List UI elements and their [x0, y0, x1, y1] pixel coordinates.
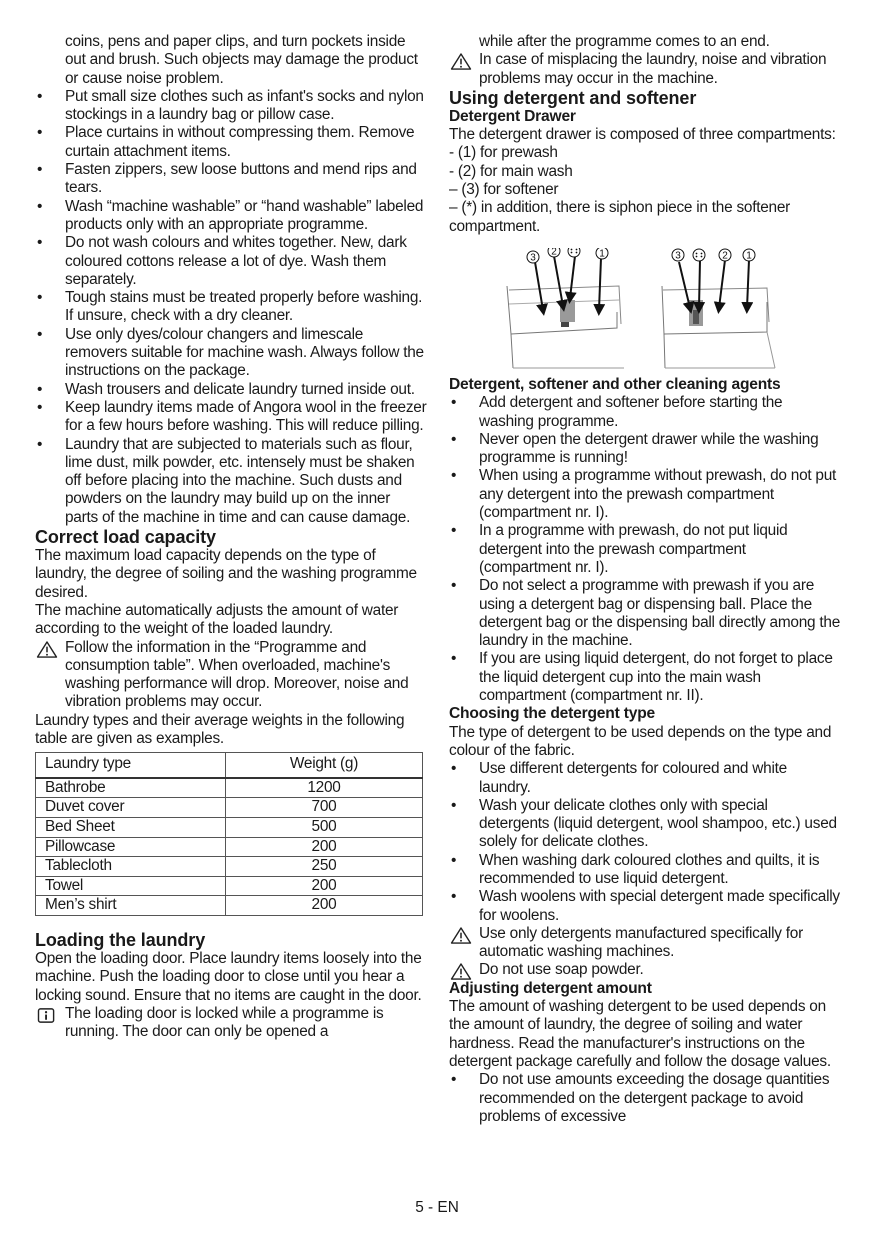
cell-weight: 200	[226, 896, 423, 916]
info-icon	[36, 1007, 58, 1024]
table-row	[36, 778, 423, 798]
adjusting-intro: The amount of washing detergent to be used depends on the amount of laundry, the degree of soiling and water hardness. Read the manufacturer's instructions on the detergent package carefully and follow the dosage values.	[449, 998, 831, 1070]
load-paragraph-1: The maximum load capacity depends on the type of laundry, the degree of soiling and the washing programme desired.	[35, 547, 417, 601]
list-item: • Wash woolens with special detergent made specifically for woolens.	[449, 888, 841, 925]
laundry-weight-table	[35, 752, 423, 916]
list-item: • Put small size clothes such as infant's socks and nylon stockings in a laundry bag or pillow case.	[35, 88, 427, 125]
page-number: 5 - EN	[415, 1199, 459, 1216]
load-capacity-heading: Correct load capacity	[35, 527, 216, 548]
cell-type: Towel	[36, 876, 226, 896]
cell-type: Bathrobe	[36, 778, 226, 798]
list-item: • Fasten zippers, sew loose buttons and mend rips and tears.	[35, 161, 427, 198]
loading-info-text: The loading door is locked while a programme is running. The door can only be opened a	[65, 1004, 384, 1041]
figure-label-2: 2	[551, 247, 557, 258]
cell-type: Bed Sheet	[36, 818, 226, 838]
load-warning-text: Follow the information in the “Programme and consumption table”. When overloaded, machine's washing performance will drop. Moreover, noise and vibration problems may occur.	[65, 638, 409, 711]
loading-paragraph: Open the loading door. Place laundry items loosely into the machine. Push the loading door to close until you hear a locking sound. Ensure that no items are caught in the door.	[35, 950, 422, 1004]
table-header-row	[36, 753, 423, 778]
misplace-warning-text: In case of misplacing the laundry, noise and vibration problems may occur in the machine.	[479, 51, 827, 87]
cell-weight: 200	[226, 837, 423, 857]
detergent-drawer-figure	[449, 248, 841, 370]
info-continuation: while after the programme comes to an end.	[479, 33, 770, 50]
compartment-line: – (*) in addition, there is siphon piece in the softener compartment.	[449, 199, 791, 235]
cell-type: Tablecloth	[36, 857, 226, 877]
load-paragraph-3: Laundry types and their average weights in the following table are given as examples.	[35, 711, 405, 747]
siphon-symbol	[693, 249, 705, 261]
list-item: • When washing dark coloured clothes and quilts, it is recommended to use liquid detergent.	[449, 852, 841, 889]
figure-label-2: 2	[722, 250, 728, 262]
loading-heading: Loading the laundry	[35, 930, 206, 951]
table-row	[36, 876, 423, 896]
list-item: • Place curtains in without compressing them. Remove curtain attachment items.	[35, 124, 427, 161]
list-item: • Wash trousers and delicate laundry turned inside out.	[35, 381, 427, 399]
list-item: • If you are using liquid detergent, do not forget to place the liquid detergent cup into the main wash compartment (compartment nr. II).	[449, 650, 841, 705]
list-item: • Keep laundry items made of Angora wool in the freezer for a few hours before washing. This will reduce pilling.	[35, 399, 427, 436]
list-item: • Use different detergents for coloured and white laundry.	[449, 760, 841, 797]
drawer-subheading: Detergent Drawer	[449, 107, 576, 125]
misplace-warning	[449, 51, 841, 88]
soap-warning-text: Do not use soap powder.	[479, 961, 644, 979]
list-item: • Do not use amounts exceeding the dosage quantities recommended on the detergent package to avoid problems of excessive	[449, 1071, 841, 1126]
load-paragraph-2: The machine automatically adjusts the amount of water according to the weight of the loaded laundry.	[35, 601, 399, 638]
list-item: • Tough stains must be treated properly before washing. If unsure, check with a dry cleaner.	[35, 289, 427, 326]
warning-icon	[450, 53, 472, 70]
list-item: • Use only dyes/colour changers and limescale removers suitable for machine wash. Always follow the instructions on the package.	[35, 326, 427, 381]
header-weight: Weight (g)	[226, 753, 423, 778]
header-laundry-type: Laundry type	[36, 753, 226, 778]
drawer-intro: The detergent drawer is composed of three compartments:	[449, 126, 836, 144]
cell-weight: 500	[226, 818, 423, 838]
drawer-illustration-left	[507, 286, 624, 368]
drawer-diagram	[449, 248, 841, 370]
list-item: • Laundry that are subjected to materials such as flour, lime dust, milk powder, etc. intensely must be shaken off before placing into the machine. Such dusts and powders on the laundry may build up on the inner parts of the machine in time and can cause damage.	[35, 436, 427, 527]
agents-subheading: Detergent, softener and other cleaning agents	[449, 375, 781, 393]
list-item: • In a programme with prewash, do not put liquid detergent into the prewash compartment (compartment nr. I).	[449, 522, 841, 577]
table-row	[36, 837, 423, 857]
load-warning	[35, 639, 427, 712]
compartment-line: - (1) for prewash	[449, 144, 558, 162]
choosing-list	[449, 760, 841, 925]
drawer-illustration-right	[662, 286, 775, 368]
soap-warning	[449, 961, 841, 979]
siphon-symbol	[568, 248, 580, 257]
figure-label-1: 1	[746, 250, 752, 262]
table-row	[36, 896, 423, 916]
table-row	[36, 798, 423, 818]
figure-label-1: 1	[599, 248, 605, 260]
detergent-type-warning-text: Use only detergents manufactured specifically for automatic washing machines.	[479, 924, 803, 961]
cell-type: Men’s shirt	[36, 896, 226, 916]
cell-weight: 700	[226, 798, 423, 818]
intro-continuation: coins, pens and paper clips, and turn pockets inside out and brush. Such objects may damage the product or cause noise problem.	[65, 33, 418, 87]
table-row	[36, 857, 423, 877]
list-item: • Add detergent and softener before starting the washing programme.	[449, 394, 841, 431]
choosing-intro: The type of detergent to be used depends on the type and colour of the fabric.	[449, 723, 832, 759]
list-item: • Do not select a programme with prewash if you are using a detergent bag or dispensing ball. Place the detergent bag or the dispensing ball directly among the laundry in the machine.	[449, 577, 841, 650]
table-row	[36, 818, 423, 838]
choosing-subheading: Choosing the detergent type	[449, 705, 655, 723]
cell-type: Pillowcase	[36, 837, 226, 857]
adjusting-subheading: Adjusting detergent amount	[449, 979, 652, 997]
warning-icon	[450, 927, 472, 944]
compartment-line: – (3) for softener	[449, 181, 559, 199]
warning-icon	[36, 641, 58, 658]
list-item: • Wash “machine washable” or “hand washable” labeled products only with an appropriate programme.	[35, 198, 427, 235]
left-column	[35, 33, 427, 1042]
list-item: • Never open the detergent drawer while the washing programme is running!	[449, 431, 841, 468]
compartment-line: - (2) for main wash	[449, 162, 573, 180]
cell-weight: 1200	[226, 778, 423, 798]
loading-info	[35, 1005, 427, 1042]
cell-weight: 200	[226, 876, 423, 896]
right-column	[449, 33, 841, 1126]
figure-label-3: 3	[675, 250, 681, 262]
cell-type: Duvet cover	[36, 798, 226, 818]
warning-icon	[450, 963, 472, 980]
agents-list	[449, 394, 841, 705]
list-item: • Wash your delicate clothes only with special detergents (liquid detergent, wool shampoo, etc.) used solely for delicate clothes.	[449, 797, 841, 852]
cell-weight: 250	[226, 857, 423, 877]
list-item: • Do not wash colours and whites together. New, dark coloured cottons release a lot of dye. Wash them separately.	[35, 234, 427, 289]
laundry-prep-list	[35, 88, 427, 527]
detergent-type-warning	[449, 925, 841, 962]
adjusting-list	[449, 1071, 841, 1126]
list-item: • When using a programme without prewash, do not put any detergent into the prewash compartment (compartment nr. I).	[449, 467, 841, 522]
detergent-heading: Using detergent and softener	[449, 87, 697, 108]
figure-label-3: 3	[530, 252, 536, 264]
